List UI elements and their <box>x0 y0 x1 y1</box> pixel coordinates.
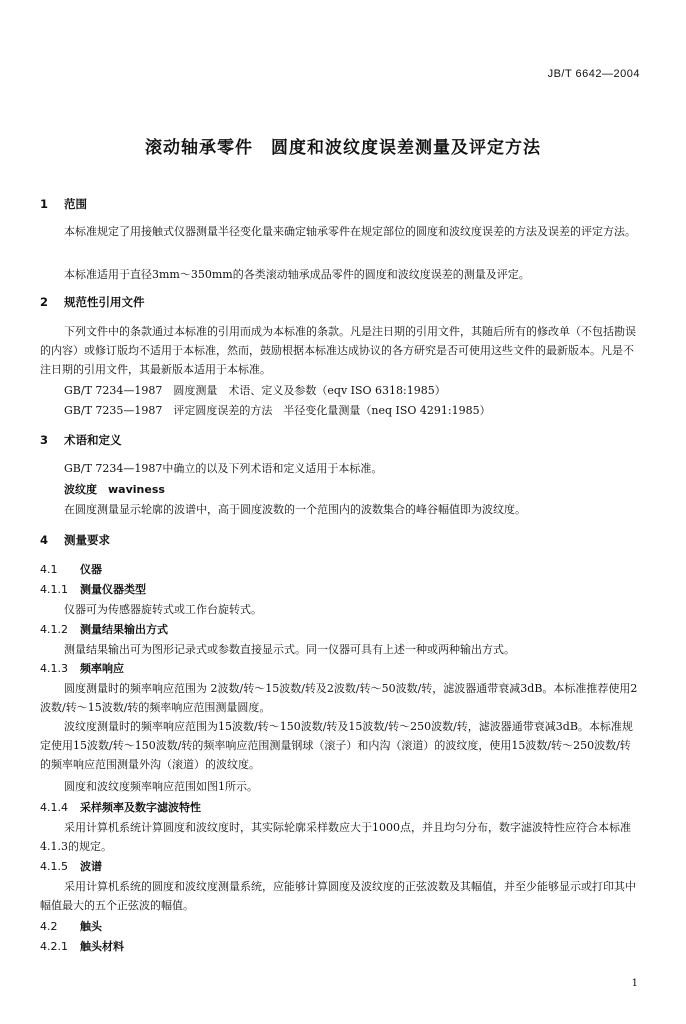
section-title: 术语和定义 <box>64 433 122 447</box>
subsection-4-1-3-heading <box>40 660 124 676</box>
section-number: 3 <box>40 433 49 447</box>
reference-item: GB/T 7234—1987 圆度测量 术语、定义及参数（eqv ISO 6318:1985） <box>64 384 446 397</box>
subsection-4-1-2-heading <box>40 621 168 637</box>
section-title: 规范性引用文件 <box>64 295 145 309</box>
subsection-number: 4.1.1 <box>40 583 68 596</box>
subsection-number: 4.1.3 <box>40 662 68 675</box>
section-3-heading <box>40 432 122 448</box>
subsection-4-1-3-paragraph-3: 圆度和波纹度频率响应范围如图1所示。 <box>64 780 258 793</box>
subsection-number: 4.1.5 <box>40 860 68 873</box>
subsection-title: 频率响应 <box>80 662 124 675</box>
subsection-number: 4.2.1 <box>40 940 68 953</box>
subsection-title: 触头材料 <box>80 940 124 953</box>
subsection-title: 测量结果输出方式 <box>80 623 168 636</box>
term-heading: 波纹度 waviness <box>64 483 165 496</box>
section-title: 范围 <box>64 197 87 211</box>
section-2-paragraph: 下列文件中的条款通过本标准的引用而成为本标准的条款。凡是注日期的引用文件，其随后所有的修改单（不包括勘误的内容）或修订版均不适用于本标准，然而，鼓励根据本标准达成协议的各方研究是否可使用这些文件的最新版本。凡是不注日期的引用文件，其最新版本适用于本标准。 <box>40 325 636 376</box>
subsection-number: 4.1.2 <box>40 623 68 636</box>
subsection-4-1-1-text: 仪器可为传感器旋转式或工作台旋转式。 <box>64 603 262 616</box>
subsection-4-1-3-paragraph-2: 波纹度测量时的频率响应范围为15波数/转～150波数/转及15波数/转～250波数/转，滤波器通带衰减3dB。本标准规定使用15波数/转～150波数/转的频率响应范围测量钢球（滚子）和内沟（滚道）的波纹度，使用15波数/转～250波数/转的频率响应范围测量外沟（滚道）的波纹度。 <box>40 720 633 771</box>
subsection-4-2-heading <box>40 918 102 934</box>
reference-item: GB/T 7235—1987 评定圆度误差的方法 半径变化量测量（neq ISO 4291:1985） <box>64 404 491 417</box>
subsection-4-1-4-paragraph: 采用计算机系统计算圆度和波纹度时，其实际轮廓采样数应大于1000点，并且均匀分布，数字滤波特性应符合本标准4.1.3的规定。 <box>40 821 631 853</box>
section-2-heading <box>40 294 145 310</box>
section-number: 1 <box>40 197 49 211</box>
subsection-4-1-1-heading <box>40 581 146 597</box>
page-title: 滚动轴承零件 圆度和波纹度误差测量及评定方法 <box>145 138 541 158</box>
section-number: 2 <box>40 295 49 309</box>
subsection-title: 触头 <box>80 920 102 933</box>
subsection-number: 4.1.4 <box>40 801 68 814</box>
section-title: 测量要求 <box>64 533 110 547</box>
section-4-heading <box>40 532 110 548</box>
subsection-title: 波谱 <box>80 860 102 873</box>
section-1-paragraph-1: 本标准规定了用接触式仪器测量半径变化量来确定轴承零件在规定部位的圆度和波纹度误差的方法及误差的评定方法。 <box>64 225 636 238</box>
standard-code: JB/T 6642—2004 <box>547 68 640 80</box>
subsection-4-1-5-heading <box>40 858 102 874</box>
section-number: 4 <box>40 533 49 547</box>
subsection-4-1-5-paragraph: 采用计算机系统的圆度和波纹度测量系统，应能够计算圆度及波纹度的正弦波数及其幅值，并至少能够显示或打印其中幅值最大的五个正弦波的幅值。 <box>40 880 636 912</box>
subsection-4-1-heading <box>40 561 102 577</box>
subsection-title: 仪器 <box>80 563 102 576</box>
subsection-number: 4.1 <box>40 563 58 576</box>
subsection-4-1-2-text: 测量结果输出可为图形记录式或参数直接显示式。同一仪器可具有上述一种或两种输出方式。 <box>64 643 515 656</box>
section-3-paragraph: GB/T 7234—1987中确立的以及下列术语和定义适用于本标准。 <box>64 462 383 475</box>
subsection-4-1-3-paragraph-1: 圆度测量时的频率响应范围为 2波数/转～15波数/转及2波数/转～50波数/转，滤波器通带衰减3dB。本标准推荐使用2波数/转～15波数/转的频率响应范围测量圆度。 <box>40 682 638 714</box>
section-1-paragraph-2: 本标准适用于直径3mm～350mm的各类滚动轴承成品零件的圆度和波纹度误差的测量及评定。 <box>64 268 530 281</box>
subsection-4-2-1-heading <box>40 938 124 954</box>
section-1-heading <box>40 196 87 212</box>
subsection-title: 测量仪器类型 <box>80 583 146 596</box>
subsection-title: 采样频率及数字滤波特性 <box>80 801 201 814</box>
term-definition: 在圆度测量显示轮廓的波谱中，高于圆度波数的一个范围内的波数集合的峰谷幅值即为波纹度。 <box>64 503 526 516</box>
page-number: 1 <box>631 978 638 989</box>
subsection-number: 4.2 <box>40 920 58 933</box>
subsection-4-1-4-heading <box>40 799 201 815</box>
